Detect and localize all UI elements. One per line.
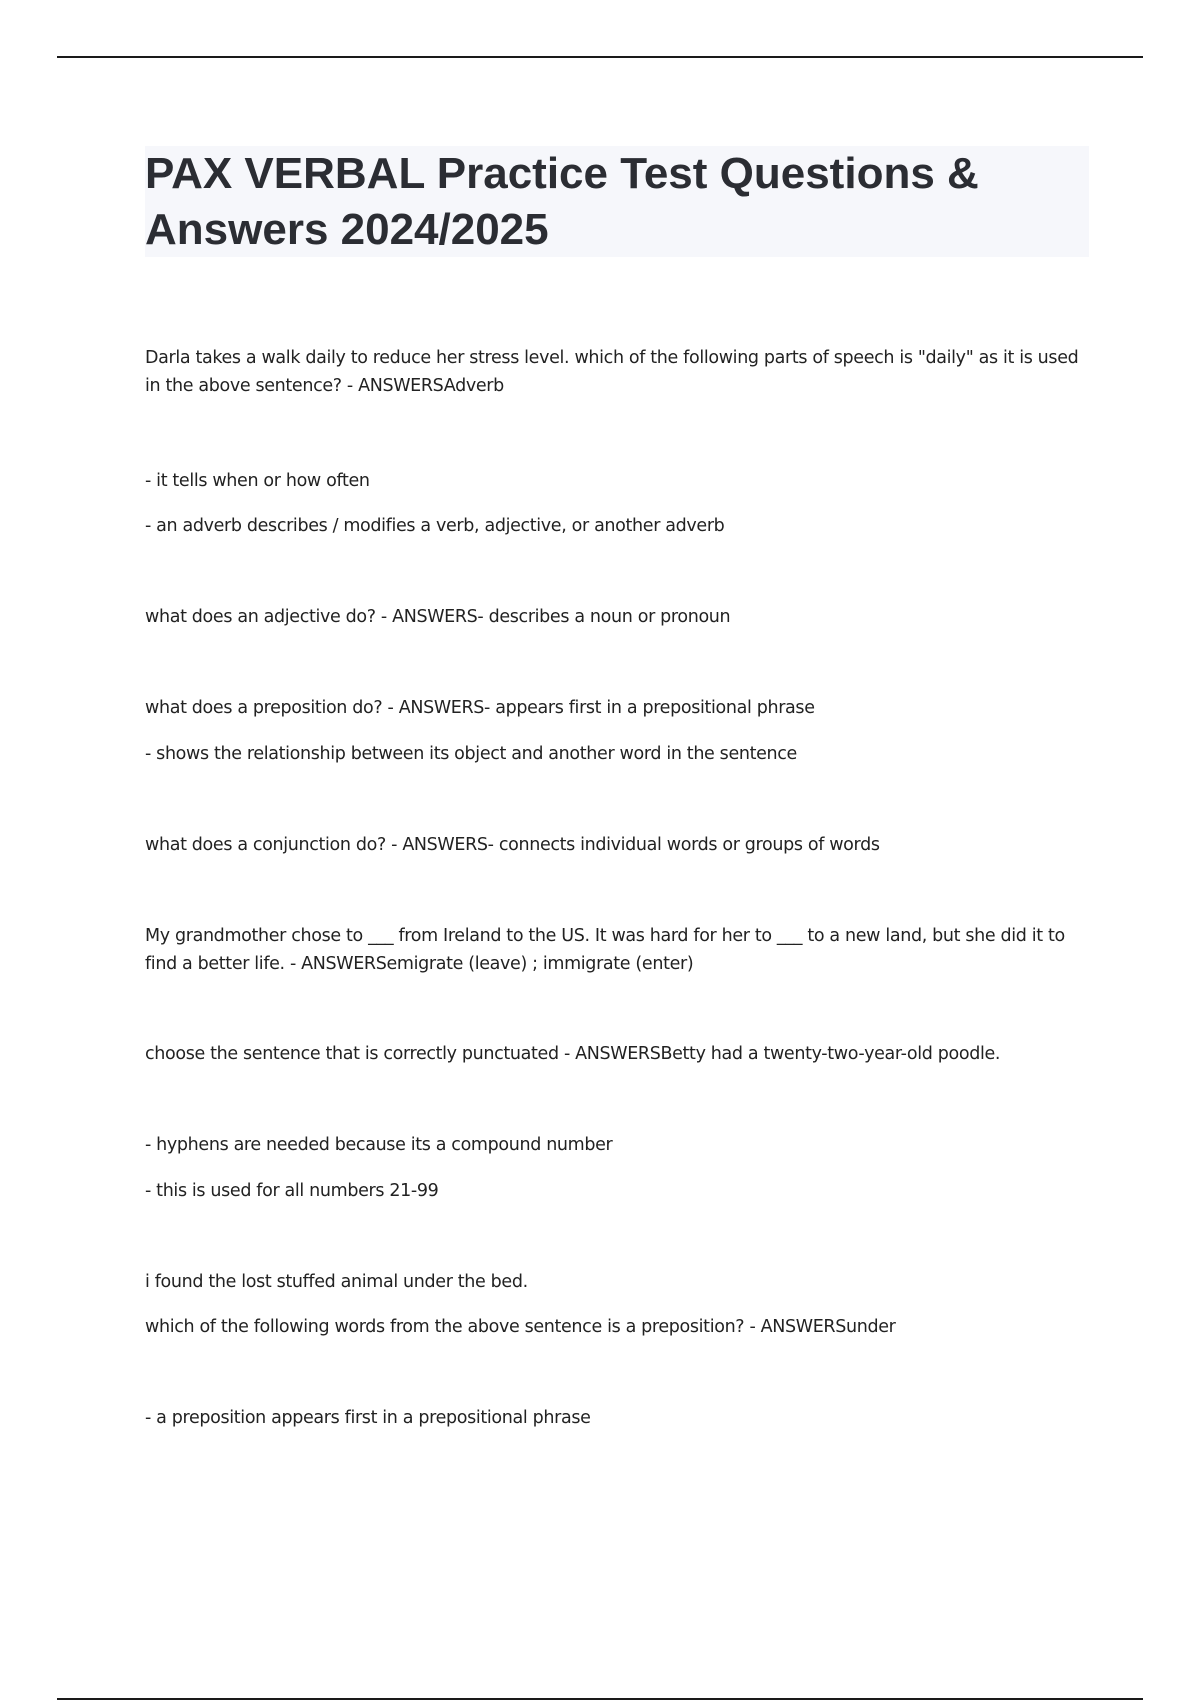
qa-line-5: what does a preposition do? - ANSWERS- appears first in a prepositional phrase [145, 698, 815, 718]
document-title: PAX VERBAL Practice Test Questions & Answers 2024/2025 [145, 149, 979, 254]
qa-line-10: - hyphens are needed because its a compound number [145, 1135, 613, 1155]
qa-line-12: i found the lost stuffed animal under the bed. [145, 1272, 528, 1292]
qa-line-11: - this is used for all numbers 21-99 [145, 1181, 439, 1201]
qa-line-4: what does an adjective do? - ANSWERS- describes a noun or pronoun [145, 607, 731, 627]
qa-line-2: - it tells when or how often [145, 471, 370, 491]
qa-line-13: which of the following words from the above sentence is a preposition? - ANSWERSunder [145, 1317, 896, 1337]
qa-line-6: - shows the relationship between its object and another word in the sentence [145, 744, 797, 764]
qa-line-8: My grandmother chose to ___ from Ireland to the US. It was hard for her to ___ to a new land, but she did it to find a better life. - ANSWERSemigrate (leave) ; immigrate (enter) [145, 926, 1065, 974]
qa-line-14: - a preposition appears first in a prepositional phrase [145, 1408, 591, 1428]
qa-line-1: Darla takes a walk daily to reduce her stress level. which of the following parts of speech is "daily" as it is used in the above sentence? - ANSWERSAdverb [145, 348, 1079, 396]
title-banner [145, 146, 1089, 257]
qa-line-9: choose the sentence that is correctly punctuated - ANSWERSBetty had a twenty-two-year-old poodle. [145, 1044, 1001, 1064]
qa-line-3: - an adverb describes / modifies a verb, adjective, or another adverb [145, 516, 725, 536]
top-rule [57, 56, 1143, 58]
qa-line-7: what does a conjunction do? - ANSWERS- connects individual words or groups of words [145, 835, 880, 855]
